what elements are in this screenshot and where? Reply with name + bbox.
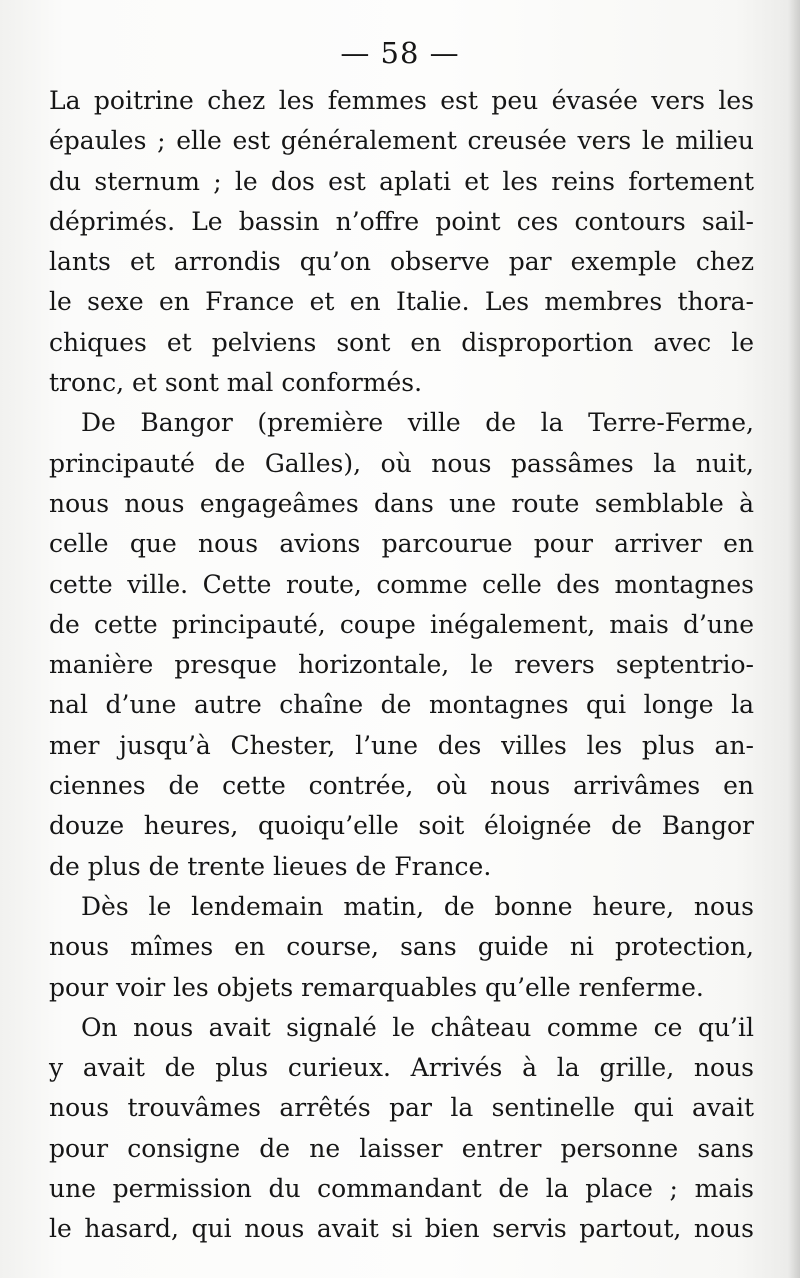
text-line: manière presque horizontale, le revers septentrio- xyxy=(49,650,754,680)
text-line: déprimés. Le bassin n’offre point ces contours sail- xyxy=(49,206,754,236)
text-line: celle que nous avions parcourue pour arriver en xyxy=(49,529,754,559)
text-line: pour consigne de ne laisser entrer personne sans xyxy=(49,1133,754,1163)
text-line: pour voir les objets remarquables qu’elle renferme. xyxy=(49,972,704,1002)
text-line: une permission du commandant de la place ; mais xyxy=(49,1174,754,1204)
text-line: lants et arrondis qu’on observe par exemple chez xyxy=(49,247,754,277)
text-line: principauté de Galles), où nous passâmes la nuit, xyxy=(49,448,754,478)
text-line: Dès le lendemain matin, de bonne heure, nous xyxy=(81,891,754,921)
text-line: douze heures, quoiqu’elle soit éloignée de Bangor xyxy=(49,811,754,841)
body-text xyxy=(49,81,754,1250)
text-line: chiques et pelviens sont en disproportion avec le xyxy=(49,327,754,357)
text-line: tronc, et sont mal conformés. xyxy=(49,368,423,398)
text-line: épaules ; elle est généralement creusée vers le milieu xyxy=(49,126,754,156)
text-line: de plus de trente lieues de France. xyxy=(49,851,492,881)
text-line: nal d’une autre chaîne de montagnes qui longe la xyxy=(49,690,754,720)
page-number: — 58 — xyxy=(340,36,460,70)
text-line: le sexe en France et en Italie. Les membres thora- xyxy=(49,287,754,317)
text-line: du sternum ; le dos est aplati et les reins fortement xyxy=(49,166,754,196)
text-line: On nous avait signalé le château comme ce qu’il xyxy=(81,1012,754,1042)
text-line: La poitrine chez les femmes est peu évasée vers les xyxy=(49,86,754,115)
text-line: De Bangor (première ville de la Terre-Ferme, xyxy=(81,408,754,438)
text-line: mer jusqu’à Chester, l’une des villes les plus an- xyxy=(49,730,754,760)
text-line: cette ville. Cette route, comme celle des montagnes xyxy=(49,569,754,599)
text-line: de cette principauté, coupe inégalement, mais d’une xyxy=(49,609,754,639)
text-line: le hasard, qui nous avait si bien servis partout, nous xyxy=(49,1214,754,1244)
text-line: nous nous engageâmes dans une route semblable à xyxy=(49,488,754,518)
text-line: nous trouvâmes arrêtés par la sentinelle qui avait xyxy=(49,1093,754,1123)
text-line: y avait de plus curieux. Arrivés à la grille, nous xyxy=(49,1053,754,1083)
text-line: ciennes de cette contrée, où nous arrivâmes en xyxy=(49,771,754,801)
text-line: nous mîmes en course, sans guide ni protection, xyxy=(49,932,754,962)
